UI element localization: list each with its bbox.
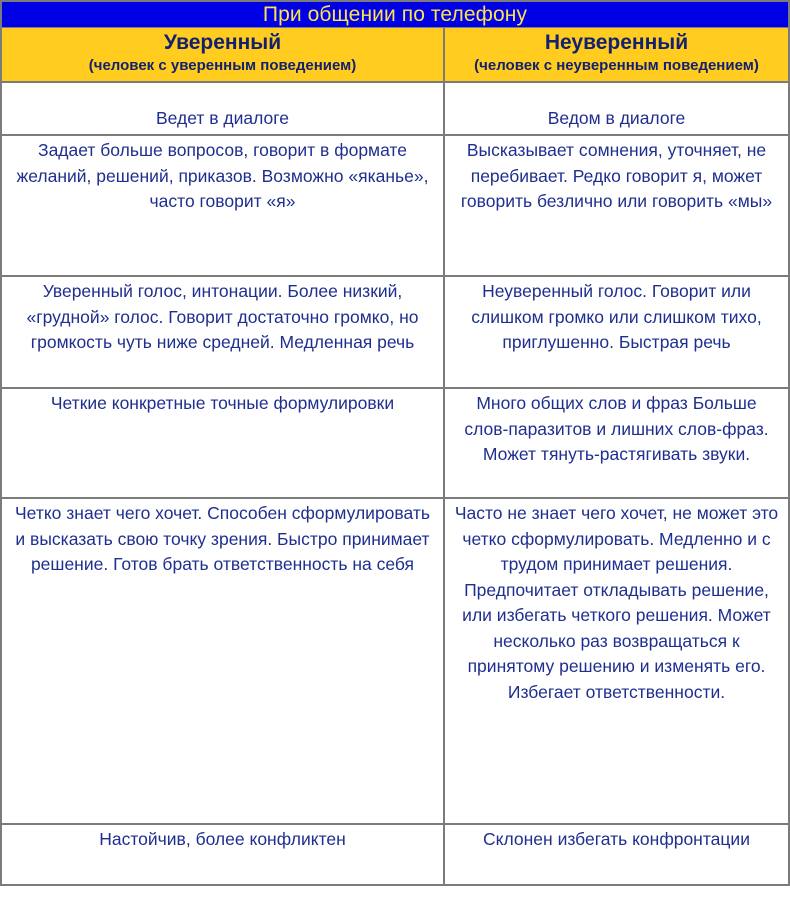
- table-title: При общении по телефону: [2, 2, 788, 28]
- cell-text: Уверенный голос, интонации. Более низкий, «грудной» голос. Говорит достаточно громко, но громкость чуть ниже средней. Медленная речь: [26, 281, 419, 352]
- header-cell-confident: [2, 28, 445, 81]
- cell-unconfident: [445, 83, 788, 134]
- cell-unconfident: [445, 277, 788, 387]
- cell-text: Ведет в диалоге: [155, 107, 289, 128]
- cell-confident: [2, 825, 445, 884]
- cell-text: Часто не знает чего хочет, не может это четко сформулировать. Медленно и с трудом принимает решения. Предпочитает откладывать решение, или избегать четкого решения. Может несколько раз возвращаться к принятому решению и изменять его. Избегает ответственности.: [454, 503, 779, 702]
- header-subtitle-confident: (человек с уверенным поведением): [88, 57, 357, 74]
- cell-text: Ведом в диалоге: [547, 107, 686, 128]
- header-cell-unconfident: [445, 28, 788, 81]
- table-header-row: [2, 28, 788, 83]
- cell-text: Склонен избегать конфронтации: [483, 829, 750, 849]
- table-row: [2, 83, 788, 136]
- header-subtitle-unconfident: (человек с неуверенным поведением): [474, 57, 759, 74]
- cell-text: Четко знает чего хочет. Способен сформулировать и высказать свою точку зрения. Быстро принимает решение. Готов брать ответственность на себя: [15, 503, 430, 574]
- cell-confident: [2, 83, 445, 134]
- table-row: [2, 389, 788, 499]
- cell-unconfident: [445, 389, 788, 497]
- header-title-confident: Уверенный: [163, 31, 282, 54]
- cell-confident: [2, 389, 445, 497]
- table-row: [2, 277, 788, 389]
- cell-confident: [2, 277, 445, 387]
- cell-text: Четкие конкретные точные формулировки: [50, 393, 395, 413]
- cell-text: Много общих слов и фраз Больше слов-паразитов и лишних слов-фраз. Может тянуть-растягивать звуки.: [464, 393, 769, 464]
- cell-unconfident: [445, 136, 788, 275]
- table-row: [2, 136, 788, 277]
- cell-text: Настойчив, более конфликтен: [99, 829, 346, 849]
- cell-text: Задает больше вопросов, говорит в формате желаний, решений, приказов. Возможно «яканье», часто говорит «я»: [16, 140, 429, 211]
- header-title-unconfident: Неуверенный: [544, 31, 689, 54]
- cell-unconfident: [445, 825, 788, 884]
- table-row: [2, 499, 788, 825]
- cell-unconfident: [445, 499, 788, 823]
- cell-confident: [2, 136, 445, 275]
- table-row: [2, 825, 788, 886]
- cell-confident: [2, 499, 445, 823]
- cell-text: Неуверенный голос. Говорит или слишком громко или слишком тихо, приглушенно. Быстрая речь: [471, 281, 762, 352]
- cell-text: Высказывает сомнения, уточняет, не перебивает. Редко говорит я, может говорить безлично или говорить «мы»: [460, 140, 773, 211]
